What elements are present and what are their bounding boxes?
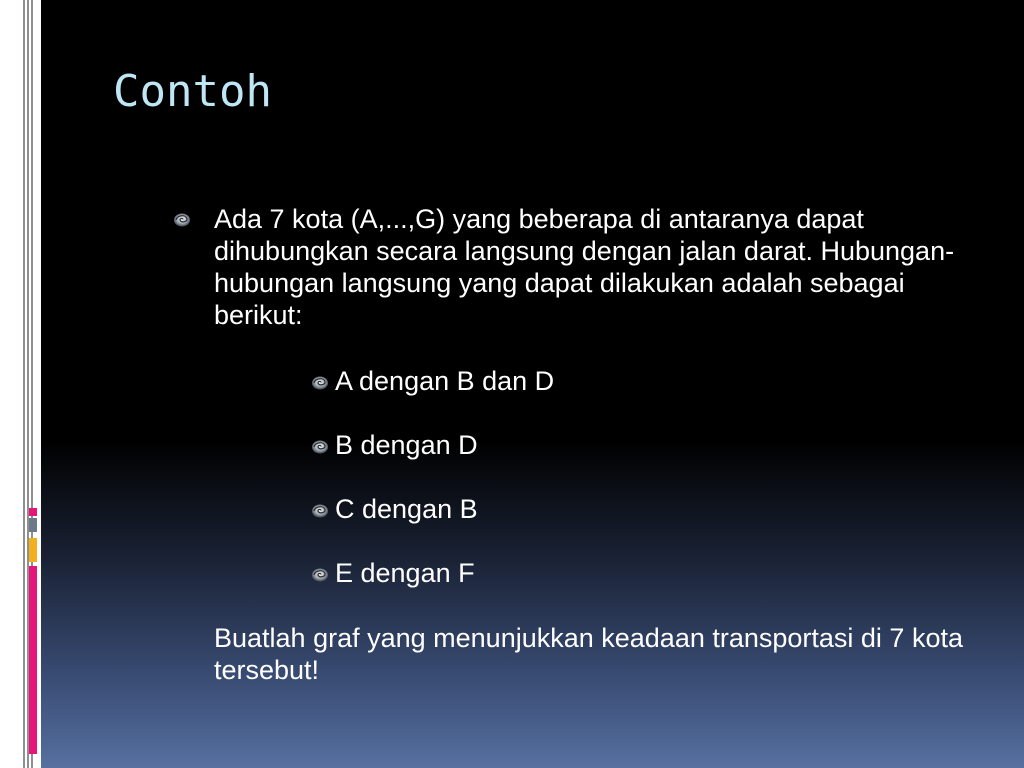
connection-item: C dengan B <box>335 494 478 524</box>
connection-item: E dengan F <box>335 558 475 588</box>
connection-item: B dengan D <box>335 430 478 460</box>
decor-lines <box>0 0 41 768</box>
swirl-bullet-icon <box>172 209 192 229</box>
swirl-bullet-icon <box>310 500 330 520</box>
swirl-bullet-icon <box>310 372 330 392</box>
slide-title: Contoh <box>113 66 272 117</box>
left-decor-strip <box>0 0 41 768</box>
swirl-bullet-icon <box>310 436 330 456</box>
closing-instruction-text: Buatlah graf yang menunjukkan keadaan transportasi di 7 kota tersebut! <box>214 623 963 685</box>
intro-bullet-text: Ada 7 kota (A,...,G) yang beberapa di antaranya dapat dihubungkan secara langsung dengan jalan darat. Hubungan-hubungan langsung yang dapat dilakukan adalah sebagai berikut: <box>214 204 955 330</box>
connection-item: A dengan B dan D <box>335 366 555 396</box>
swirl-bullet-icon <box>310 564 330 584</box>
